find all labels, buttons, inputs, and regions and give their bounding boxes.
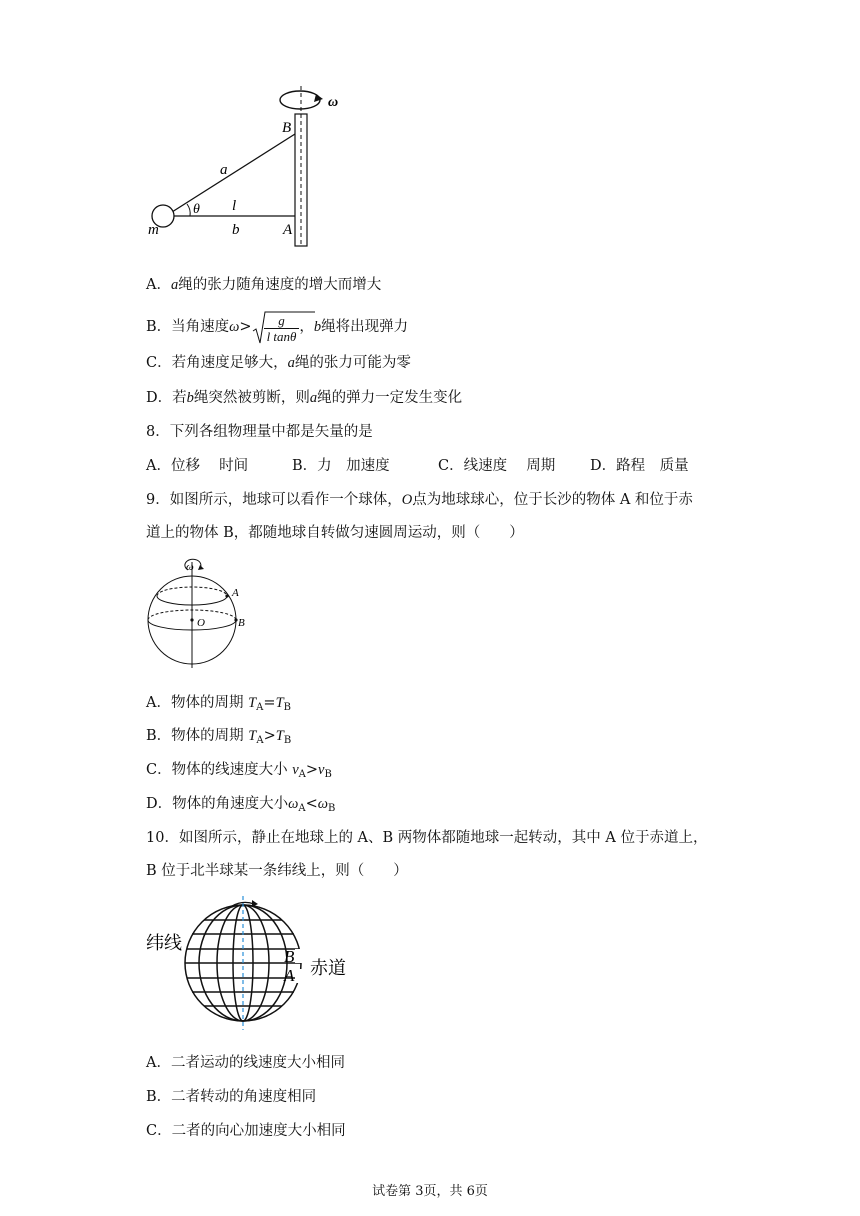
q9-fig-B: B <box>238 617 245 629</box>
q8-option-d: D．路程 质量 <box>590 458 689 474</box>
q10-globe-figure <box>140 892 360 1032</box>
q9-fig-A: A <box>232 587 239 599</box>
q9-stem-line2: 道上的物体 B，都随地球自转做匀速圆周运动，则（ ） <box>146 525 524 541</box>
sqrt-expression: $\frac{g}{\text{l tanθ}}$ <box>252 311 300 344</box>
q9-globe-figure <box>140 556 250 672</box>
q9-option-d: D．物体的角速度大小$\omega_A<\omega_B$ <box>146 796 336 814</box>
fig7-b-label: b <box>232 222 240 238</box>
fig7-A-label: A <box>283 222 293 238</box>
rotation-arrow-icon <box>280 91 320 109</box>
fig7-theta-label: θ <box>193 202 200 217</box>
q9-stem-line1: 9．如图所示，地球可以看作一个球体，O点为地球球心，位于长沙的物体 A 和位于赤 <box>146 492 693 508</box>
q8-options <box>146 456 689 476</box>
q9-fig-omega: ω <box>186 561 194 573</box>
fig7-omega-label: ω <box>328 95 339 110</box>
fig7-l-label: l <box>232 198 237 214</box>
q9-option-b: B．物体的周期 $T_A>T_B$ <box>146 728 292 746</box>
fig7-B-label: B <box>282 120 292 136</box>
q8-stem: 8．下列各组物理量中都是矢量的是 <box>146 424 373 440</box>
q9-fig-O: O <box>197 617 205 629</box>
q10-option-b: B．二者转动的角速度相同 <box>146 1089 317 1105</box>
q10-fig-A: A <box>284 966 295 985</box>
q10-stem-line1: 10．如图所示，静止在地球上的 A、B 两物体都随地球一起转动，其中 A 位于赤道上， <box>146 830 708 846</box>
q7-option-d: D．若b绳突然被剪断，则a绳的弹力一定发生变化 <box>146 390 463 406</box>
fig7-a-label: a <box>220 162 228 178</box>
q8-option-c: C．线速度 周期 <box>438 458 556 474</box>
q8-option-b: B．力 加速度 <box>292 458 390 474</box>
q10-option-a: A．二者运动的线速度大小相同 <box>146 1055 345 1071</box>
q9-option-a: A．物体的周期 $T_A=T_B$ <box>146 695 291 713</box>
q7-option-b: B．当角速度 ω > $\frac{g}{\text{l tanθ}}$ ， b 绳将出现弹力 <box>146 312 409 344</box>
q7-option-c: C．若角速度足够大，a绳的张力可能为零 <box>146 355 411 371</box>
q7-option-a: A．a绳的张力随角速度的增大而增大 <box>146 277 382 293</box>
page-footer: 试卷第 3页，共 6页 <box>372 1184 488 1199</box>
arrow-head-icon <box>314 94 323 102</box>
q8-option-a: A．位移 时间 <box>146 458 249 474</box>
fig7-m-label: m <box>148 222 159 238</box>
q10-option-c: C．二者的向心加速度大小相同 <box>146 1123 346 1139</box>
sqrt-sign-icon <box>252 311 316 345</box>
q7-figure <box>140 86 360 252</box>
q10-fig-weixian: 纬线 <box>146 933 182 954</box>
q10-stem-line2: B 位于北半球某一条纬线上，则（ ） <box>146 863 408 879</box>
theta-arc <box>187 204 190 216</box>
q10-fig-B: B <box>284 947 295 966</box>
q10-fig-chidao: 赤道 <box>310 958 346 979</box>
q9-option-c: C．物体的线速度大小 $v_A>v_B$ <box>146 762 332 780</box>
